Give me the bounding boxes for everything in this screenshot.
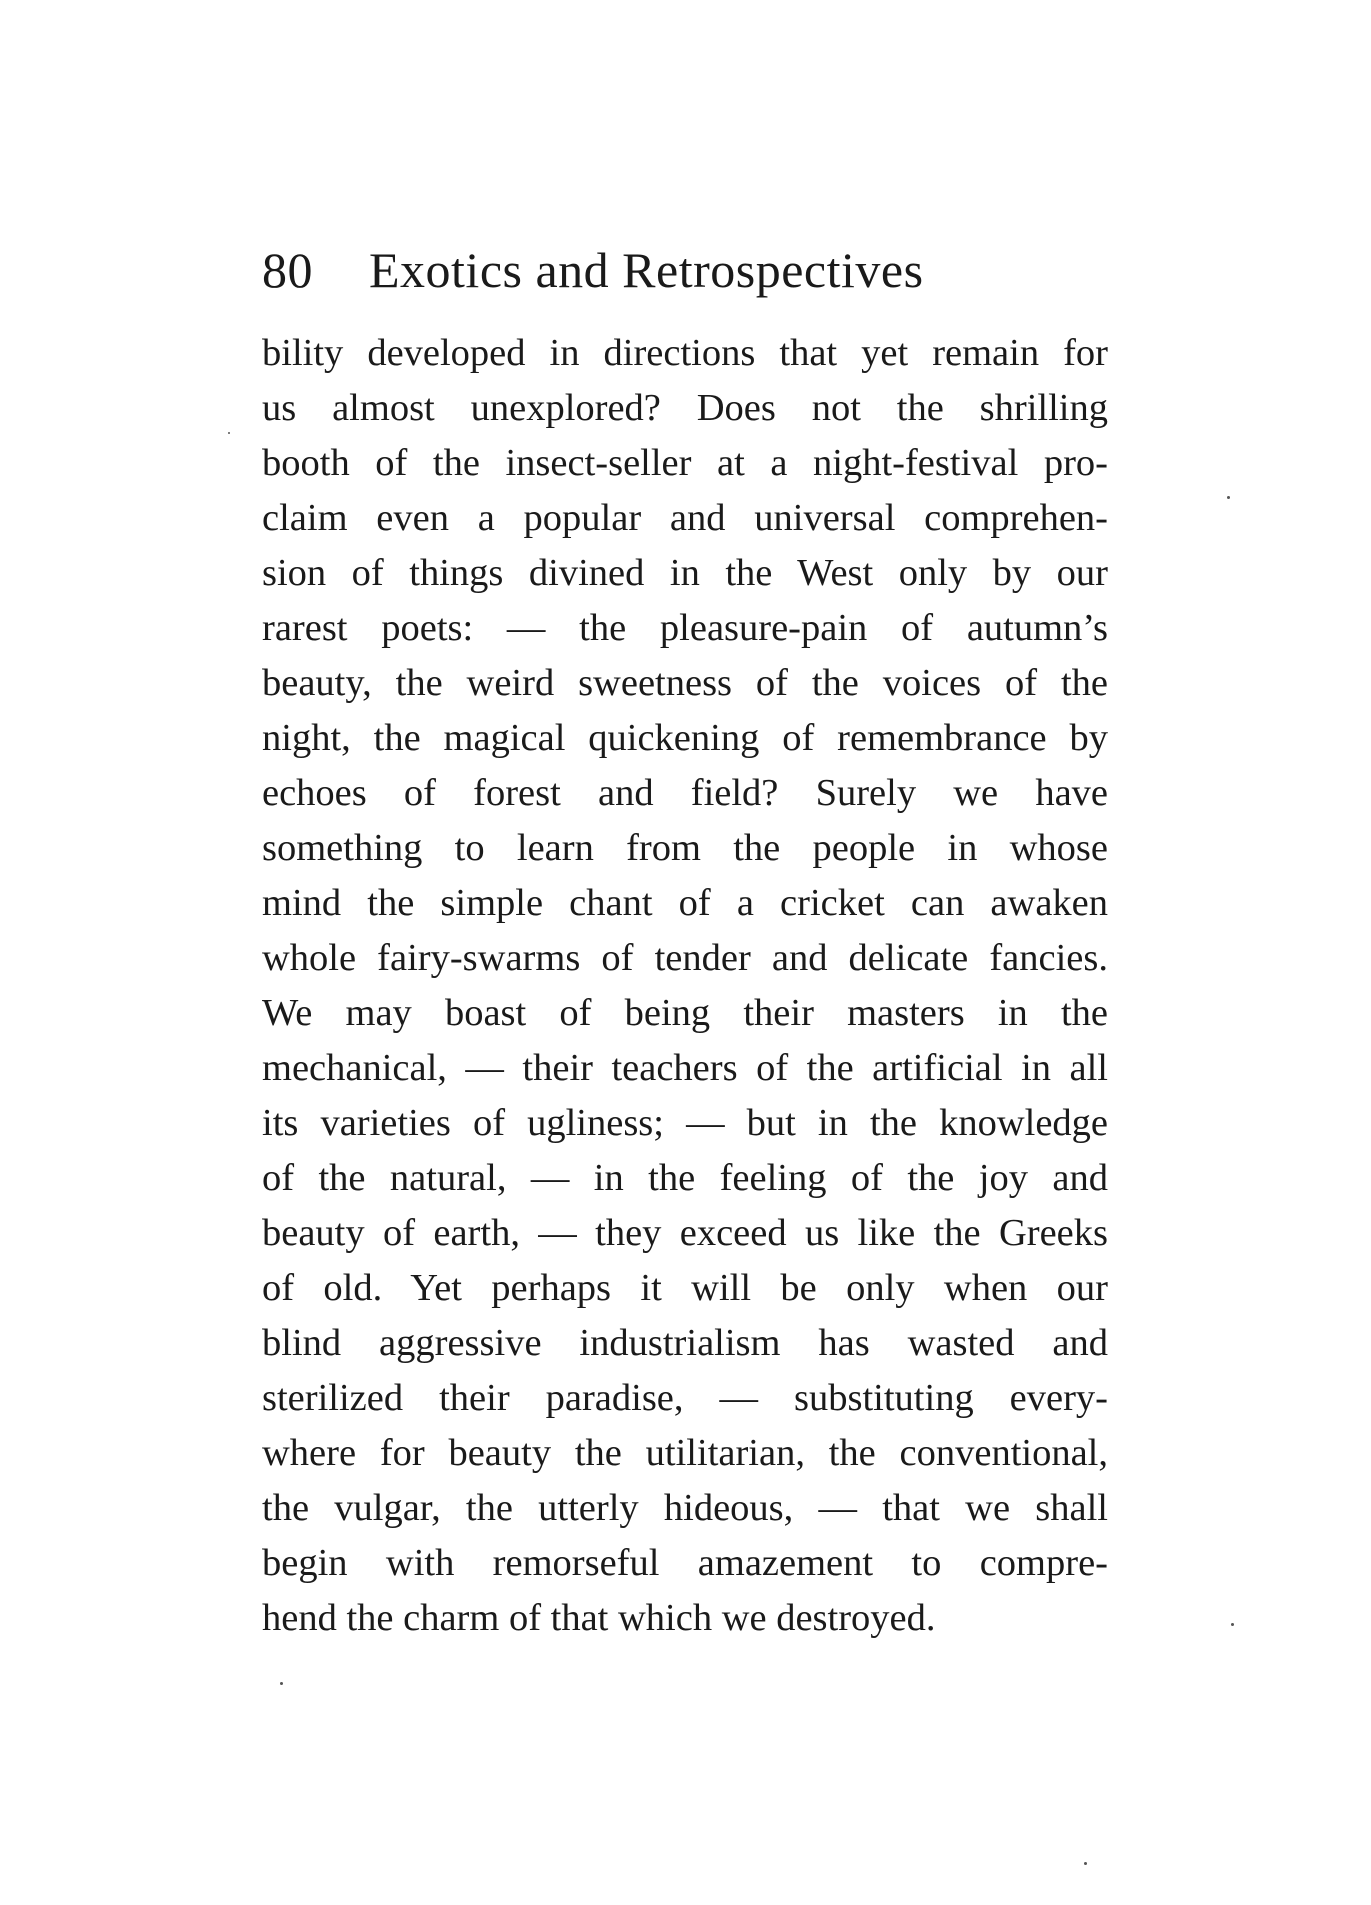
scan-speck <box>228 432 230 434</box>
text-line: claim even a popular and universal comprehen- <box>262 497 1108 539</box>
text-line: beauty, the weird sweetness of the voices of the <box>262 662 1108 704</box>
text-line: bility developed in directions that yet remain for <box>262 332 1108 374</box>
text-line: sion of things divined in the West only by our <box>262 552 1108 594</box>
text-line: begin with remorseful amazement to compre- <box>262 1542 1108 1584</box>
text-line: beauty of earth, — they exceed us like the Greeks <box>262 1212 1108 1254</box>
body-text <box>262 326 1108 1646</box>
text-line: We may boast of being their masters in the <box>262 992 1108 1034</box>
text-line: where for beauty the utilitarian, the conventional, <box>262 1432 1108 1474</box>
text-line: of old. Yet perhaps it will be only when our <box>262 1267 1108 1309</box>
scan-speck <box>1084 1862 1087 1865</box>
text-line: mind the simple chant of a cricket can awaken <box>262 882 1108 924</box>
text-line: night, the magical quickening of remembrance by <box>262 717 1108 759</box>
text-line: us almost unexplored? Does not the shrilling <box>262 387 1108 429</box>
page-number: 80 <box>262 242 313 298</box>
text-line: echoes of forest and field? Surely we have <box>262 772 1108 814</box>
text-line: rarest poets: — the pleasure-pain of autumn’s <box>262 607 1108 649</box>
text-line: booth of the insect-seller at a night-festival pro- <box>262 442 1108 484</box>
text-line: mechanical, — their teachers of the artificial in all <box>262 1047 1108 1089</box>
text-line: something to learn from the people in whose <box>262 827 1108 869</box>
text-line: its varieties of ugliness; — but in the knowledge <box>262 1102 1108 1144</box>
scan-speck <box>1231 1623 1234 1626</box>
text-line: sterilized their paradise, — substituting every- <box>262 1377 1108 1419</box>
running-head <box>262 240 924 300</box>
text-line: the vulgar, the utterly hideous, — that we shall <box>262 1487 1108 1529</box>
running-title: Exotics and Retrospectives <box>369 242 924 298</box>
text-line: hend the charm of that which we destroyed. <box>262 1597 936 1639</box>
text-line: of the natural, — in the feeling of the joy and <box>262 1157 1108 1199</box>
scan-speck <box>280 1682 283 1685</box>
text-line: blind aggressive industrialism has wasted and <box>262 1322 1108 1364</box>
scan-speck <box>1227 496 1230 499</box>
text-line: whole fairy-swarms of tender and delicate fancies. <box>262 937 1108 979</box>
